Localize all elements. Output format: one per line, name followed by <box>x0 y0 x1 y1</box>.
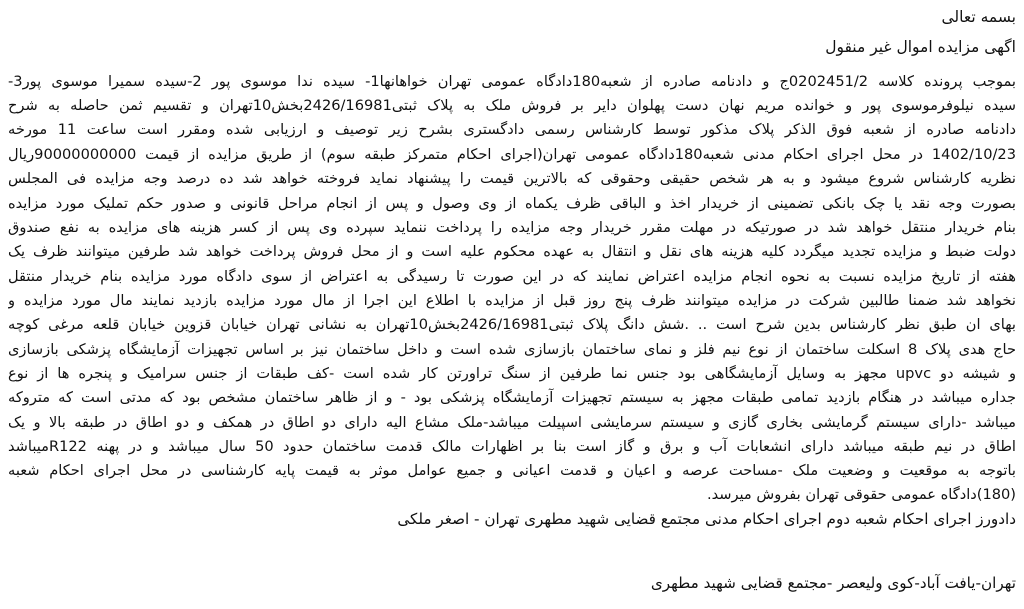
body-line: بهای ان طبق نظر کارشناس بدین شرح است .. .شش دانگ پلاک ثبتی2426/16981بخش10تهران به نشانی تهران خیابان قزوین خیابان قلعه مرغی کوچه <box>8 316 1016 333</box>
body-line: هفته از تاریخ مزایده نسبت به نحوه انجام مزایده اعتراض نمایند که در این صورت تا رسیدگی به اعتراض از سوی دادگاه مورد مزایده بنام خریدار منتقل <box>8 268 1016 285</box>
body-line: نخواهد شد ضمنا طالبین شرکت در مزایده میتوانند ظرف پنج روز قبل از مزایده با اطلاع این اجرا از مال مورد مزایده بازدید نمایند مال مورد مزایده و <box>8 292 1016 309</box>
body-line: جداره میباشد در هنگام بازدید تمامی طبقات مجهز به سیستم تجهیزات آزمایشگاه پزشکی بود - و از ظاهر ساختمان مشخص بود که مدتی است که متروکه <box>8 389 1016 406</box>
body-line: باتوجه به موقعیت و وضعیت ملک -مساحت عرصه و اعیان و قدمت اعیانی و جمیع عوامل موثر به قیمت پایه کارشناسی در محل اجرای احکام شعبه <box>8 462 1016 479</box>
body-line: اطاق در نیم طبقه میباشد دارای انشعابات آب و برق و گاز است بنا بر اظهارات مالک قدمت ساختمان حدود 50 سال میباشد و در پهنه R122میباشد <box>8 438 1016 455</box>
body-line: دادنامه صادره از شعبه فوق الذکر پلاک مذکور توسط کارشناس رسمی دادگستری بشرح زیر توصیف و ارزیابی شده ومقرر است ساعت 11 مورخه <box>8 121 1016 138</box>
body-line: بموجب پرونده کلاسه 0202451/2ج و دادنامه صادره از شعبه180دادگاه عمومی تهران خواهانها1- سیده ندا موسوی پور 2-سیده سمیرا موسوی پور3- <box>8 73 1016 90</box>
signature-line: دادورز اجرای احکام شعبه دوم اجرای احکام مدنی مجتمع قضایی شهید مطهری تهران - اصغر ملکی <box>397 510 1016 528</box>
body-line: نظریه کارشناس شروع میشود و به هر شخص حقیقی وحقوقی که بالاترین قیمت را پیشنهاد نماید فروخته خواهد شد ده درصد وجه مزایده فی المجلس <box>8 170 1016 187</box>
body-line: حاج هدی پلاک 8 اسکلت ساختمان از نوع نیم فلز و نمای ساختمان بازسازی شده است و داخل ساختمان نیز بر اساس تجهیزات آزمایشگاه پزشکی بازسازی <box>8 341 1016 358</box>
body-line-last: (180)دادگاه عمومی حقوقی تهران بفروش میرسد. <box>706 486 1016 503</box>
body-line: میباشد -دارای سیستم گرمایشی بخاری گازی و سیستم سرمایشی اسپیلت میباشد-ملک مشاع الیه دارای دو اطاق در همکف و دو اطاق در طبقه بالا و یک <box>8 414 1016 431</box>
body-line: دولت ضبط و مزایده تجدید میگردد کلیه هزینه های نقل و انتقال به عهده محکوم علیه است و از محل فروش پرداخت خواهد شد طرفین میتوانند ظرف یک <box>8 243 1016 260</box>
notice-title: اگهی مزایده اموال غیر منقول <box>825 38 1016 56</box>
body-line: بنام خریدار منتقل خواهد شد در صورتیکه در مهلت مقرر خریدار وجه مزایده را پرداخت ننماید سپرده وی پس از کسر هزینه های مزایده به نفع صندوق <box>8 219 1016 236</box>
body-line: و شیشه دو upvc مجهز به وسایل آزمایشگاهی بود جنس نما طرفین از سنگ تراورتن کار شده است -کف طبقات از جنس سرامیک و پنجره ها از نوع <box>8 365 1016 382</box>
footer-address: تهران-یافت آباد-کوی ولیعصر -مجتمع قضایی شهید مطهری <box>650 574 1016 592</box>
body-line: بصورت وجه نقد یا چک بانکی تضمینی از خریدار اخذ و الباقی ظرف یکماه از وی وصول و پس از انجام مراحل قانونی و صدور حکم تملیک مورد مزایده <box>8 195 1016 212</box>
body-line: سیده نیلوفرموسوی پور و خوانده مریم نهان دست پهلوان دایر بر فروش ملک به پلاک ثبتی2426/16981بخش10تهران و تقسیم ثمن حاصله به شرح <box>8 97 1016 114</box>
basmala-heading: بسمه تعالی <box>941 8 1016 26</box>
body-line: 1402/10/23 در محل اجرای احکام مدنی شعبه180دادگاه عمومی تهران(اجرای احکام متمرکز طبقه سوم) از طریق مزایده از قیمت 90000000000ریال <box>8 146 1016 163</box>
